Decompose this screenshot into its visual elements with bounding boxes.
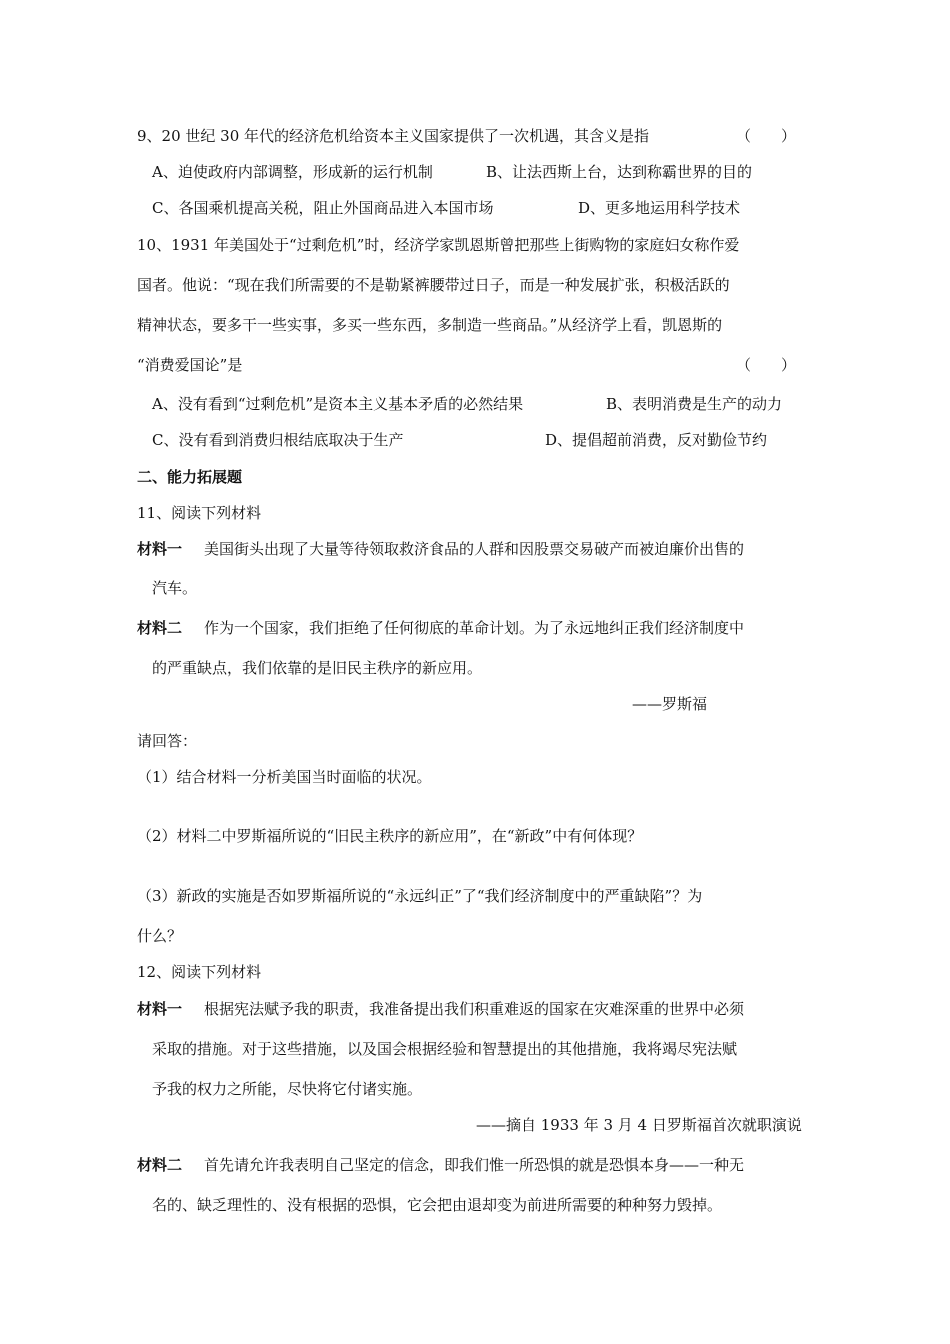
q11-subquestion-3-line1: （3）新政的实施是否如罗斯福所说的“永远纠正”了“我们经济制度中的严重缺陷”？为 [137, 887, 703, 905]
q12-material2-label: 材料二 [137, 1156, 183, 1174]
q12-material1-line2: 采取的措施。对于这些措施，以及国会根据经验和智慧提出的其他措施，我将竭尽宪法赋 [152, 1040, 738, 1058]
q11-material2-label: 材料二 [137, 619, 183, 637]
q9-option-c: C、各国乘机提高关税，阻止外国商品进入本国市场 [152, 199, 494, 217]
q12-material1-source: ——摘自 1933 年 3 月 4 日罗斯福首次就职演说 [476, 1116, 802, 1134]
q11-material1-line2: 汽车。 [152, 579, 198, 597]
q11-material1-line1: 美国街头出现了大量等待领取救济食品的人群和因股票交易破产而被迫廉价出售的 [204, 540, 745, 558]
q9-stem: 9、20 世纪 30 年代的经济危机给资本主义国家提供了一次机遇，其含义是指 [137, 127, 650, 145]
q10-option-d: D、提倡超前消费，反对勤俭节约 [545, 431, 768, 449]
q11-subquestion-3-line2: 什么？ [137, 927, 183, 945]
q11-material2-line1: 作为一个国家，我们拒绝了任何彻底的革命计划。为了永远地纠正我们经济制度中 [204, 619, 745, 637]
q11-intro: 11、阅读下列材料 [137, 504, 262, 522]
q12-material2-line1: 首先请允许我表明自己坚定的信念，即我们惟一所恐惧的就是恐惧本身——一种无 [204, 1156, 745, 1174]
q12-material1-label: 材料一 [137, 1000, 183, 1018]
q11-material2-source: ——罗斯福 [632, 695, 708, 713]
q9-option-a: A、迫使政府内部调整，形成新的运行机制 [152, 163, 433, 181]
q9-answer-paren: （ ） [736, 127, 797, 145]
q11-prompt: 请回答： [137, 732, 198, 750]
q11-subquestion-2: （2）材料二中罗斯福所说的“旧民主秩序的新应用”，在“新政”中有何体现？ [137, 827, 643, 845]
q10-stem-line3: 精神状态，要多干一些实事，多买一些东西，多制造一些商品。”从经济学上看，凯恩斯的 [137, 316, 723, 334]
section-title: 二、能力拓展题 [137, 468, 243, 486]
q11-material2-line2: 的严重缺点，我们依靠的是旧民主秩序的新应用。 [152, 659, 483, 677]
q12-material1-line1: 根据宪法赋予我的职责，我准备提出我们积重难返的国家在灾难深重的世界中必须 [204, 1000, 745, 1018]
q12-intro: 12、阅读下列材料 [137, 963, 262, 981]
q9-option-d: D、更多地运用科学技术 [578, 199, 741, 217]
q10-answer-paren: （ ） [736, 356, 797, 374]
q10-stem-line2: 国者。他说：“现在我们所需要的不是勒紧裤腰带过日子，而是一种发展扩张，积极活跃的 [137, 276, 730, 294]
q12-material1-line3: 予我的权力之所能，尽快将它付诸实施。 [152, 1080, 423, 1098]
q10-stem-line4: “消费爱国论”是 [137, 356, 243, 374]
q10-option-a: A、没有看到“过剩危机”是资本主义基本矛盾的必然结果 [152, 395, 524, 413]
q10-option-c: C、没有看到消费归根结底取决于生产 [152, 431, 404, 449]
q9-option-b: B、让法西斯上台，达到称霸世界的目的 [486, 163, 753, 181]
q11-subquestion-1: （1）结合材料一分析美国当时面临的状况。 [137, 768, 432, 786]
q11-material1-label: 材料一 [137, 540, 183, 558]
q12-material2-line2: 名的、缺乏理性的、没有根据的恐惧，它会把由退却变为前进所需要的种种努力毁掉。 [152, 1196, 723, 1214]
q10-stem-line1: 10、1931 年美国处于“过剩危机”时，经济学家凯恩斯曾把那些上街购物的家庭妇女称作爱 [137, 236, 740, 254]
q10-option-b: B、表明消费是生产的动力 [606, 395, 783, 413]
